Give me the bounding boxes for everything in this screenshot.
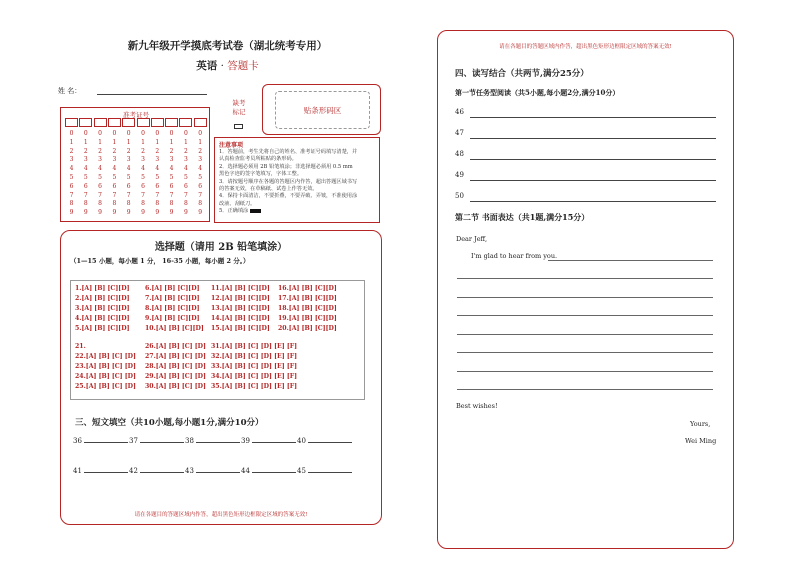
choice-question[interactable]: 32.[A] [B] [C] [D] [E] [F] bbox=[211, 353, 298, 360]
correct-fill-sample bbox=[250, 209, 261, 213]
writing-line[interactable] bbox=[457, 334, 713, 335]
choice-question[interactable]: 6.[A] [B] [C][D] bbox=[145, 285, 200, 292]
admission-digit-bubble[interactable]: 4 bbox=[155, 165, 160, 173]
choice-question[interactable]: 33.[A] [B] [C] [D] [E] [F] bbox=[211, 363, 298, 370]
admission-digit-bubble[interactable]: 2 bbox=[112, 147, 117, 155]
barcode-area bbox=[262, 84, 381, 135]
choice-question[interactable]: 23.[A] [B] [C] [D] bbox=[75, 363, 136, 370]
blank-answer-line[interactable] bbox=[308, 442, 352, 443]
writing-section-frame bbox=[437, 30, 734, 549]
choice-question[interactable]: 29.[A] [B] [C] [D] bbox=[145, 373, 206, 380]
admission-entry-cell[interactable] bbox=[122, 118, 135, 127]
admission-digit-bubble[interactable]: 5 bbox=[169, 173, 174, 181]
admission-digit-bubble[interactable]: 8 bbox=[112, 200, 117, 208]
admission-digit-bubble[interactable]: 6 bbox=[183, 182, 188, 190]
admission-digit-bubble[interactable]: 0 bbox=[141, 130, 145, 137]
choice-question[interactable]: 22.[A] [B] [C] [D] bbox=[75, 353, 136, 360]
admission-digit-bubble[interactable]: 4 bbox=[98, 165, 102, 173]
choice-question[interactable]: 20.[A] [B] [C][D] bbox=[278, 325, 337, 332]
admission-digit-bubble[interactable]: 9 bbox=[126, 209, 131, 217]
admission-digit-bubble[interactable]: 5 bbox=[155, 173, 160, 181]
admission-digit-bubble[interactable]: 9 bbox=[98, 209, 102, 217]
admission-digit-bubble[interactable]: 9 bbox=[155, 209, 160, 217]
admission-digit-bubble[interactable]: 4 bbox=[83, 165, 88, 173]
admission-number-title: 准考证号 bbox=[123, 111, 149, 119]
admission-digit-bubble[interactable]: 7 bbox=[141, 191, 145, 199]
choice-question[interactable]: 9.[A] [B] [C][D] bbox=[145, 315, 200, 322]
admission-digit-bubble[interactable]: 0 bbox=[155, 130, 160, 137]
choice-question[interactable]: 3.[A] [B] [C][D] bbox=[75, 305, 130, 312]
admission-digit-bubble[interactable]: 1 bbox=[69, 138, 74, 146]
task-number: 48 bbox=[455, 150, 464, 158]
missing-exam-mark[interactable] bbox=[234, 124, 243, 129]
blank-number: 38 bbox=[185, 437, 194, 445]
letter-opening: I'm glad to hear from you. bbox=[471, 252, 558, 260]
blank-item bbox=[297, 467, 352, 475]
missing-exam-label-line: 缺考 bbox=[232, 99, 246, 107]
choice-question[interactable]: 14.[A] [B] [C][D] bbox=[211, 315, 270, 322]
admission-digit-bubble[interactable]: 1 bbox=[83, 138, 88, 146]
missing-exam-label-line: 标记 bbox=[232, 108, 246, 116]
task-answer-line[interactable] bbox=[470, 180, 716, 181]
admission-digit-bubble[interactable]: 8 bbox=[83, 200, 88, 208]
admission-digit-bubble[interactable]: 6 bbox=[141, 182, 145, 190]
admission-digit-bubble[interactable]: 5 bbox=[98, 173, 102, 181]
name-field[interactable] bbox=[97, 94, 207, 95]
admission-digit-bubble[interactable]: 8 bbox=[69, 200, 74, 208]
admission-digit-bubble[interactable]: 1 bbox=[112, 138, 117, 146]
admission-digit-bubble[interactable]: 8 bbox=[155, 200, 160, 208]
choice-question[interactable]: 11.[A] [B] [C][D] bbox=[211, 285, 270, 292]
admission-digit-bubble[interactable]: 3 bbox=[155, 156, 160, 164]
right-warning: 请在各题目的答题区域内作答，超出黑色矩形边框限定区域的答案无效! bbox=[499, 44, 672, 50]
task-answer-line[interactable] bbox=[470, 159, 716, 160]
writing-line[interactable] bbox=[457, 352, 713, 353]
admission-digit-bubble[interactable]: 5 bbox=[112, 173, 117, 181]
blank-answer-line[interactable] bbox=[252, 472, 296, 473]
blank-answer-line[interactable] bbox=[140, 472, 184, 473]
notes-item-text: 2．选择题必须用 2B 铅笔填涂；非选择题必须用 0.5 mm bbox=[219, 163, 353, 170]
subject-line bbox=[60, 58, 395, 73]
choice-question[interactable]: 8.[A] [B] [C][D] bbox=[145, 305, 200, 312]
blank-answer-line[interactable] bbox=[252, 442, 296, 443]
notes-item-text: 认真检查监考员所粘贴的条形码。 bbox=[219, 156, 297, 163]
admission-digit-bubble[interactable]: 3 bbox=[183, 156, 188, 164]
admission-digit-bubble[interactable]: 0 bbox=[183, 130, 188, 137]
admission-digit-bubble[interactable]: 3 bbox=[126, 156, 131, 164]
admission-digit-bubble[interactable]: 1 bbox=[155, 138, 160, 146]
choice-question[interactable]: 13.[A] [B] [C][D] bbox=[211, 305, 270, 312]
task-answer-line[interactable] bbox=[470, 117, 716, 118]
admission-digit-bubble[interactable]: 3 bbox=[69, 156, 74, 164]
blank-number: 41 bbox=[73, 467, 82, 475]
admission-digit-bubble[interactable]: 3 bbox=[83, 156, 88, 164]
admission-digit-bubble[interactable]: 3 bbox=[141, 156, 145, 164]
letter-yours: Yours, bbox=[690, 420, 711, 428]
admission-digit-column bbox=[109, 130, 119, 218]
admission-digit-bubble[interactable]: 3 bbox=[198, 156, 203, 164]
task-answer-line[interactable] bbox=[470, 138, 716, 139]
writing-line[interactable] bbox=[457, 315, 713, 316]
choice-question[interactable]: 7.[A] [B] [C][D] bbox=[145, 295, 200, 302]
writing-line[interactable] bbox=[457, 297, 713, 298]
blank-answer-line[interactable] bbox=[196, 442, 240, 443]
admission-digit-bubble[interactable]: 4 bbox=[112, 165, 117, 173]
notes-heading: 注意事项 bbox=[219, 142, 244, 149]
answer-card-label: 答题卡 bbox=[227, 60, 259, 72]
admission-digit-bubble[interactable]: 2 bbox=[169, 147, 174, 155]
writing-line[interactable] bbox=[457, 389, 713, 390]
admission-digit-bubble[interactable]: 9 bbox=[169, 209, 174, 217]
left-warning: 请在各题目的答题区域内作答，超出黑色矩形边框限定区域的答案无效! bbox=[134, 512, 308, 518]
name-label: 姓 名： bbox=[58, 87, 82, 95]
blank-item bbox=[297, 437, 352, 445]
admission-digit-bubble[interactable]: 5 bbox=[83, 173, 88, 181]
admission-digit-bubble[interactable]: 0 bbox=[112, 130, 117, 137]
admission-digit-column bbox=[138, 130, 148, 218]
choice-question[interactable]: 16.[A] [B] [C][D] bbox=[278, 285, 337, 292]
admission-digit-bubble[interactable]: 9 bbox=[198, 209, 203, 217]
admission-digit-bubble[interactable]: 0 bbox=[98, 130, 102, 137]
choice-question[interactable]: 12.[A] [B] [C][D] bbox=[211, 295, 270, 302]
admission-entry-cell[interactable] bbox=[179, 118, 192, 127]
admission-digit-bubble[interactable]: 0 bbox=[169, 130, 174, 137]
task-number: 46 bbox=[455, 108, 464, 116]
admission-digit-bubble[interactable]: 4 bbox=[126, 165, 131, 173]
blank-number: 45 bbox=[297, 467, 306, 475]
admission-entry-cell[interactable] bbox=[94, 118, 107, 127]
admission-entry-cell[interactable] bbox=[65, 118, 78, 127]
admission-digit-bubble[interactable]: 6 bbox=[169, 182, 174, 190]
notes-item bbox=[219, 179, 375, 186]
choice-question[interactable]: 15.[A] [B] [C][D] bbox=[211, 325, 270, 332]
writing-line[interactable] bbox=[548, 260, 713, 261]
admission-digit-column bbox=[181, 130, 191, 218]
letter-signature: Wei Ming bbox=[685, 437, 717, 445]
admission-digit-bubble[interactable]: 0 bbox=[69, 130, 74, 137]
subject-label: 英语 bbox=[196, 60, 218, 72]
admission-entry-cell[interactable] bbox=[151, 118, 164, 127]
admission-digit-bubble[interactable]: 1 bbox=[141, 138, 145, 146]
admission-digit-bubble[interactable]: 1 bbox=[198, 138, 203, 146]
admission-digit-bubble[interactable]: 7 bbox=[69, 191, 74, 199]
admission-digit-bubble[interactable]: 8 bbox=[126, 200, 131, 208]
admission-digit-bubble[interactable]: 2 bbox=[198, 147, 203, 155]
blank-item bbox=[129, 437, 184, 445]
admission-digit-bubble[interactable]: 4 bbox=[198, 165, 203, 173]
admission-digit-bubble[interactable]: 6 bbox=[112, 182, 117, 190]
choice-note: （1—15 小题，每小题 1 分， 16-35 小题，每小题 2 分。） bbox=[70, 257, 250, 265]
choice-question[interactable]: 24.[A] [B] [C] [D] bbox=[75, 373, 136, 380]
admission-digit-bubble[interactable]: 9 bbox=[83, 209, 88, 217]
admission-digit-bubble[interactable]: 6 bbox=[155, 182, 160, 190]
admission-digit-bubble[interactable]: 8 bbox=[169, 200, 174, 208]
admission-digit-column bbox=[95, 130, 105, 218]
admission-digit-column bbox=[152, 130, 162, 218]
notes-item-text: 的答案无效，在草稿纸、试卷上作答无效。 bbox=[219, 186, 318, 193]
choice-title: 选择题（请用 2B 铅笔填涂） bbox=[154, 242, 288, 253]
admission-number-entry-row bbox=[61, 118, 211, 128]
choice-question[interactable]: 30.[A] [B] [C] [D] bbox=[145, 383, 206, 390]
choice-question[interactable]: 4.[A] [B] [C][D] bbox=[75, 315, 130, 322]
task-number: 47 bbox=[455, 129, 464, 137]
notes-item-text: 黑色字迹的签字笔填写，字体工整。 bbox=[219, 171, 303, 178]
admission-digit-column bbox=[67, 130, 77, 218]
notes-item bbox=[219, 171, 375, 178]
choice-question[interactable]: 26.[A] [B] [C] [D] bbox=[145, 343, 206, 350]
admission-digit-bubble[interactable]: 5 bbox=[183, 173, 188, 181]
blank-number: 37 bbox=[129, 437, 138, 445]
admission-digit-bubble[interactable]: 2 bbox=[126, 147, 131, 155]
section4-part1: 第一节任务型阅读（共5小题,每小题2分,满分10分） bbox=[455, 88, 620, 97]
admission-digit-bubble[interactable]: 7 bbox=[83, 191, 88, 199]
admission-digit-bubble[interactable]: 2 bbox=[83, 147, 88, 155]
admission-digit-bubble[interactable]: 9 bbox=[141, 209, 145, 217]
admission-digit-column bbox=[124, 130, 134, 218]
notes-item bbox=[219, 208, 375, 215]
admission-entry-cell[interactable] bbox=[79, 118, 92, 127]
notes-item-text: 改液、刮纸刀。 bbox=[219, 200, 256, 207]
admission-digit-bubble[interactable]: 7 bbox=[126, 191, 131, 199]
choice-question[interactable]: 10.[A] [B] [C][D] bbox=[145, 325, 204, 332]
admission-entry-cell[interactable] bbox=[194, 118, 207, 127]
choice-question[interactable]: 34.[A] [B] [C] [D] [E] [F] bbox=[211, 373, 298, 380]
blank-item bbox=[73, 467, 128, 475]
admission-digit-bubble[interactable]: 7 bbox=[98, 191, 102, 199]
admission-digit-bubble[interactable]: 7 bbox=[112, 191, 117, 199]
admission-digit-bubble[interactable]: 6 bbox=[98, 182, 102, 190]
writing-line[interactable] bbox=[457, 278, 713, 279]
blank-number: 44 bbox=[241, 467, 250, 475]
blank-item bbox=[241, 437, 296, 445]
notes-item-text: 3．请按题号顺序在各题的答题区内作答，超出答题区域书写 bbox=[219, 178, 358, 185]
admission-digit-bubble[interactable]: 6 bbox=[83, 182, 88, 190]
admission-digit-bubble[interactable]: 2 bbox=[69, 147, 74, 155]
blank-number: 43 bbox=[185, 467, 194, 475]
admission-digit-bubble[interactable]: 9 bbox=[69, 209, 74, 217]
blank-answer-line[interactable] bbox=[140, 442, 184, 443]
choice-question[interactable]: 19.[A] [B] [C][D] bbox=[278, 315, 337, 322]
admission-digit-bubble[interactable]: 0 bbox=[198, 130, 203, 137]
writing-line[interactable] bbox=[457, 371, 713, 372]
admission-digit-bubble[interactable]: 9 bbox=[183, 209, 188, 217]
admission-digit-bubble[interactable]: 7 bbox=[198, 191, 203, 199]
blank-number: 40 bbox=[297, 437, 306, 445]
admission-digit-column bbox=[195, 130, 205, 218]
admission-digit-bubble[interactable]: 4 bbox=[169, 165, 174, 173]
admission-digit-bubble[interactable]: 3 bbox=[98, 156, 102, 164]
admission-digit-bubble[interactable]: 6 bbox=[69, 182, 74, 190]
choice-question[interactable]: 2.[A] [B] [C][D] bbox=[75, 295, 130, 302]
blank-item bbox=[129, 467, 184, 475]
choice-question[interactable]: 25.[A] [B] [C] [D] bbox=[75, 383, 136, 390]
admission-digit-bubble[interactable]: 0 bbox=[126, 130, 131, 137]
choice-question[interactable]: 35.[A] [B] [C] [D] [E] [F] bbox=[211, 383, 298, 390]
notes-box bbox=[214, 137, 380, 223]
blank-answer-line[interactable] bbox=[308, 472, 352, 473]
admission-digit-bubble[interactable]: 1 bbox=[183, 138, 188, 146]
admission-digit-bubble[interactable]: 7 bbox=[155, 191, 160, 199]
missing-exam-label bbox=[228, 99, 250, 117]
notes-list bbox=[219, 149, 375, 216]
barcode-label: 贴条形码区 bbox=[275, 91, 370, 129]
admission-digit-bubble[interactable]: 9 bbox=[112, 209, 117, 217]
admission-digit-bubble[interactable]: 4 bbox=[69, 165, 74, 173]
admission-digit-bubble[interactable]: 8 bbox=[183, 200, 188, 208]
admission-entry-cell[interactable] bbox=[165, 118, 178, 127]
admission-digit-column bbox=[81, 130, 91, 218]
admission-digit-bubble[interactable]: 6 bbox=[126, 182, 131, 190]
admission-digit-bubble[interactable]: 2 bbox=[183, 147, 188, 155]
blank-item bbox=[241, 467, 296, 475]
notes-item-text: 4．保持卡面清洁，不要折叠，不要弄破、弄皱，不准使用涂 bbox=[219, 193, 358, 200]
admission-digit-bubble[interactable]: 3 bbox=[112, 156, 117, 164]
exam-title: 新九年级开学摸底考试卷（湖北统考专用） bbox=[127, 40, 328, 52]
admission-digit-bubble[interactable]: 5 bbox=[198, 173, 203, 181]
choice-question[interactable]: 5.[A] [B] [C][D] bbox=[75, 325, 130, 332]
notes-item-text: 5．正确填涂 bbox=[219, 208, 249, 215]
blank-number: 42 bbox=[129, 467, 138, 475]
admission-digit-bubble[interactable]: 4 bbox=[141, 165, 145, 173]
admission-digit-bubble[interactable]: 6 bbox=[198, 182, 203, 190]
blank-answer-line[interactable] bbox=[84, 472, 128, 473]
letter-greeting: Dear Jeff, bbox=[456, 235, 488, 243]
blank-item bbox=[185, 467, 240, 475]
blank-answer-line[interactable] bbox=[84, 442, 128, 443]
blank-number: 36 bbox=[73, 437, 82, 445]
admission-digit-bubble[interactable]: 4 bbox=[183, 165, 188, 173]
section4-title: 四、读写结合（共两节,满分25分） bbox=[455, 69, 589, 79]
choice-question[interactable]: 28.[A] [B] [C] [D] bbox=[145, 363, 206, 370]
admission-digit-column bbox=[167, 130, 177, 218]
choice-answer-grid bbox=[70, 280, 365, 400]
blank-number: 39 bbox=[241, 437, 250, 445]
blank-item bbox=[73, 437, 128, 445]
section3-title: 三、短文填空（共10小题,每小题1分,满分10分） bbox=[75, 418, 264, 428]
admission-digit-bubble[interactable]: 5 bbox=[69, 173, 74, 181]
task-number: 50 bbox=[455, 192, 464, 200]
admission-number-box bbox=[60, 107, 210, 222]
notes-item bbox=[219, 156, 375, 163]
admission-digit-bubble[interactable]: 7 bbox=[169, 191, 174, 199]
section4-part2: 第二节 书面表达（共1题,满分15分） bbox=[455, 212, 590, 222]
admission-digit-bubble[interactable]: 5 bbox=[126, 173, 131, 181]
choice-question[interactable]: 1.[A] [B] [C][D] bbox=[75, 285, 130, 292]
task-number: 49 bbox=[455, 171, 464, 179]
subject-separator: · bbox=[220, 60, 224, 72]
admission-digit-bubble[interactable]: 0 bbox=[83, 130, 88, 137]
admission-digit-bubble[interactable]: 1 bbox=[98, 138, 102, 146]
admission-digit-bubble[interactable]: 8 bbox=[98, 200, 102, 208]
admission-digit-bubble[interactable]: 1 bbox=[126, 138, 131, 146]
blank-item bbox=[185, 437, 240, 445]
admission-digit-bubble[interactable]: 2 bbox=[141, 147, 145, 155]
notes-item bbox=[219, 193, 375, 200]
admission-digit-bubble[interactable]: 8 bbox=[141, 200, 145, 208]
letter-closing: Best wishes! bbox=[456, 402, 498, 410]
admission-digit-bubble[interactable]: 8 bbox=[198, 200, 203, 208]
admission-digit-bubble[interactable]: 7 bbox=[183, 191, 188, 199]
choice-question[interactable]: 18.[A] [B] [C][D] bbox=[278, 305, 337, 312]
admission-digit-bubble[interactable]: 1 bbox=[169, 138, 174, 146]
admission-digit-bubble[interactable]: 2 bbox=[155, 147, 160, 155]
admission-entry-cell[interactable] bbox=[108, 118, 121, 127]
admission-digit-bubble[interactable]: 5 bbox=[141, 173, 145, 181]
choice-question[interactable]: 17.[A] [B] [C][D] bbox=[278, 295, 337, 302]
choice-question[interactable]: 31.[A] [B] [C] [D] [E] [F] bbox=[211, 343, 298, 350]
blank-answer-line[interactable] bbox=[196, 472, 240, 473]
notes-item-text: 1．答题前，考生先将自己的姓名、准考证号码填写清楚，并 bbox=[219, 149, 358, 155]
admission-entry-cell[interactable] bbox=[137, 118, 150, 127]
admission-digit-bubble[interactable]: 3 bbox=[169, 156, 174, 164]
choice-question[interactable]: 27.[A] [B] [C] [D] bbox=[145, 353, 206, 360]
task-answer-line[interactable] bbox=[470, 201, 716, 202]
choice-question[interactable]: 21. bbox=[75, 343, 86, 350]
admission-digit-bubble[interactable]: 2 bbox=[98, 147, 102, 155]
